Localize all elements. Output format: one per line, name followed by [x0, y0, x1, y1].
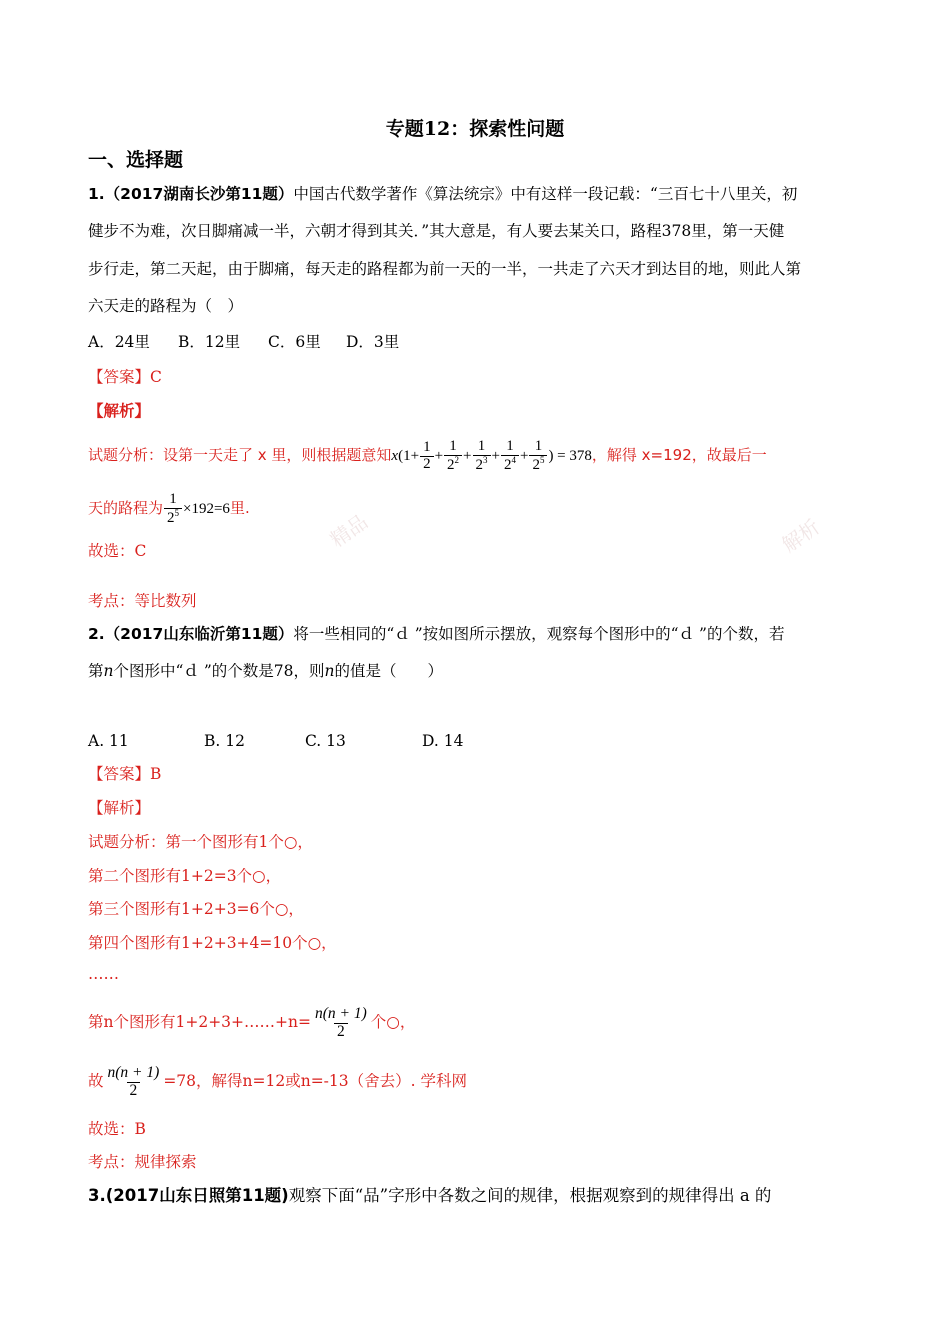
q2-step2: 第二个图形有1+2=3个○， — [88, 867, 282, 885]
q1-solution-line1 — [88, 433, 767, 478]
section-heading: 一、选择题 — [88, 149, 184, 171]
q1-sol-equation2 — [163, 491, 230, 527]
q1-line2: 健步不为难，次日脚痛减一半，六朝才得到其关．”其大意是，有人要去某关口，路程378里，第一天健 — [88, 222, 785, 240]
q2-option-b: B. 12 — [204, 732, 245, 750]
eq-num: 1 — [423, 439, 431, 456]
q3-text1: 观察下面“品”字形中各数之间的规律，根据观察到的规律得出 a 的 — [288, 1186, 772, 1205]
eq-x: x — [391, 448, 399, 464]
q2-var-n2: n — [324, 662, 335, 680]
eq-base: 2 — [447, 457, 455, 474]
q2-var-n: n — [103, 662, 114, 680]
eq-den — [529, 455, 547, 474]
eq-frac-2 — [444, 439, 462, 474]
eq-open: (1+ — [398, 448, 420, 464]
q1-sol-text-a: 试题分析：设第一天走了 x 里，则根据题意知 — [88, 446, 392, 464]
q2-option-d: D. 14 — [422, 732, 464, 750]
watermark-2: 解析 — [777, 514, 825, 558]
q2-frac-num: n(n + 1) — [315, 1005, 367, 1023]
q2-step7-text-b: =78，解得n=12或n=-13（舍去）. 学科网 — [163, 1072, 468, 1090]
q2-fraction-2 — [105, 1065, 163, 1099]
page-title: 专题12：探索性问题 — [385, 118, 565, 140]
q2-option-a: A. 11 — [88, 732, 129, 750]
eq2-rest: ×192=6 — [183, 501, 230, 517]
q2-option-c: C. 13 — [305, 732, 346, 750]
q2-text2b: 个图形中“ｄ ”的个数是78，则 — [113, 662, 325, 680]
q2-step7-text-a: 故 — [88, 1072, 104, 1090]
q1-text1: 中国古代数学著作《算法统宗》中有这样一段记载：“三百七十八里关，初 — [293, 185, 798, 203]
eq-exp: 3 — [483, 455, 488, 466]
q2-step6-text-b: 个○， — [370, 1013, 416, 1031]
q1-option-b: B．12里 — [178, 333, 241, 351]
eq-den — [501, 455, 519, 474]
eq-num: 1 — [506, 438, 514, 455]
q2-step6-text-a: 第n个图形有1+2+3+……+n= — [88, 1013, 311, 1031]
eq2-frac — [164, 492, 182, 527]
q1-options — [88, 332, 399, 352]
q1-solution-line2 — [88, 486, 250, 531]
q2-step1: 试题分析：第一个图形有1个○， — [88, 833, 313, 851]
q1-line4: 六天走的路程为（ ） — [88, 297, 244, 315]
q1-line1 — [88, 184, 797, 204]
q2-prefix: 2.（2017山东临沂第11题） — [88, 625, 294, 643]
q3-line1 — [88, 1186, 771, 1206]
eq2-base: 2 — [167, 510, 175, 527]
eq-num: 1 — [534, 438, 543, 455]
eq2-den — [164, 508, 182, 527]
eq-close: ) = 378 — [548, 448, 592, 464]
eq-exp: 5 — [539, 455, 545, 466]
q3-prefix: 3.(2017山东日照第11题) — [88, 1186, 289, 1205]
eq-base: 2 — [532, 457, 540, 474]
q1-option-d: D．3里 — [346, 333, 400, 351]
eq-num: 1 — [477, 438, 486, 455]
q2-analysis-label: 【解析】 — [88, 799, 151, 817]
q2-fraction — [312, 1006, 370, 1040]
q2-frac-den: 2 — [334, 1023, 348, 1040]
q1-option-c: C．6里 — [268, 333, 321, 351]
q2-options — [88, 731, 463, 751]
q2-frac2-den: 2 — [127, 1082, 141, 1099]
eq-base: 2 — [503, 457, 512, 474]
q2-line2 — [88, 661, 443, 681]
eq-den — [444, 455, 462, 474]
q1-line3: 步行走，第二天起，由于脚痛，每天走的路程都为前一天的一半，一共走了六天才到达目的地，则此人第 — [88, 260, 802, 278]
eq-den: 2 — [420, 456, 434, 473]
q1-prefix: 1.（2017湖南长沙第11题） — [88, 185, 294, 203]
q2-kaodian: 考点：规律探索 — [88, 1153, 197, 1171]
q2-step5: …… — [88, 965, 119, 983]
q2-step6 — [88, 1000, 415, 1044]
q1-analysis-label: 【解析】 — [88, 401, 151, 420]
eq-exp: 4 — [511, 455, 516, 466]
q2-frac2-num: n(n + 1) — [107, 1064, 160, 1082]
eq-frac-3 — [473, 439, 491, 474]
q2-step7 — [88, 1059, 467, 1103]
eq-frac-4 — [501, 439, 519, 474]
eq-den — [473, 455, 491, 474]
q1-answer: 【答案】C — [88, 368, 162, 386]
q1-sol-text-c: 天的路程为 — [88, 499, 164, 517]
eq2-exp: 5 — [174, 508, 180, 519]
eq-frac-1 — [420, 440, 434, 473]
q1-kaodian: 考点：等比数列 — [88, 592, 197, 610]
q2-line1 — [88, 624, 784, 644]
eq-exp: 2 — [454, 455, 460, 466]
q2-step3: 第三个图形有1+2+3=6个○， — [88, 900, 304, 918]
q2-choose: 故选：B — [88, 1120, 146, 1138]
eq2-num: 1 — [169, 491, 177, 508]
q1-choose: 故选：C — [88, 542, 147, 560]
q2-answer: 【答案】B — [88, 765, 162, 783]
q1-option-a: A．24里 — [88, 333, 150, 351]
q1-equation: x(1+ $\frac{1}{2}$ + $\frac{1}{2^2}$ + $\frac{1}{2^3}$ + $\frac{1}{2^4}$ + $\frac{1}{2^5}$ ) = 378 — [391, 438, 592, 474]
eq-frac-5 — [529, 439, 547, 474]
eq-base: 2 — [475, 457, 483, 474]
q2-step4: 第四个图形有1+2+3+4=10个○， — [88, 934, 337, 952]
eq-num: 1 — [449, 438, 457, 455]
q2-text2c: 的值是（ ） — [334, 662, 443, 680]
q2-text1: 将一些相同的“ｄ ”按如图所示摆放，观察每个图形中的“ｄ ”的个数，若 — [293, 625, 785, 643]
watermark-1: 精品 — [325, 509, 373, 553]
q2-text2a: 第 — [88, 662, 104, 680]
q1-sol-unit: 里. — [229, 499, 250, 517]
q1-sol-text-b: ，解得 x=192，故最后一 — [591, 446, 767, 464]
